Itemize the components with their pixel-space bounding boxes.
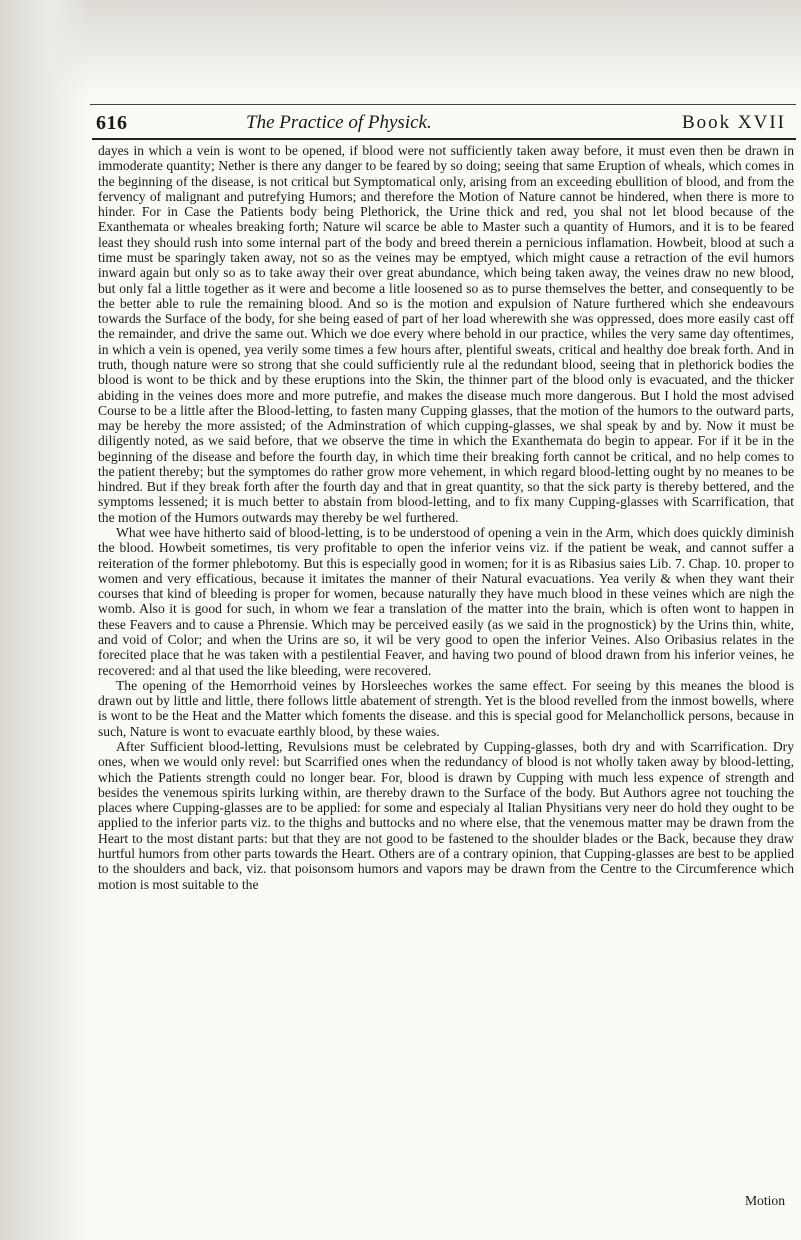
running-header — [96, 112, 796, 138]
binding-shadow — [0, 0, 92, 1240]
page-number: 616 — [96, 112, 128, 134]
page-top-shadow — [0, 0, 801, 96]
paragraph: After Sufficient blood-letting, Revulsions must be celebrated by Cupping-glasses, both dry and with Scarrification. Dry ones, when we would only revel: but Scarrified ones when the redundancy of blood is not wholly taken away by blood-letting, which the Patients strength could no longer bear. For, blood is drawn by Cupping with much less expence of strength and besides the venemous spirits lurking within, are thereby drawn to the Surface of the body. But Authors agree not touching the places where Cupping-glasses are to be applied: for some and especialy al Italian Physitians very neer do hold they ought to be applied to the inferior parts viz. to the thighs and buttocks and no where else, that the venemous matter may be drawn from the Heart to the most distant parts: but that they are not good to be fastened to the shoulder blades or the Back, because they draw hurtful humors from other parts towards the Heart. Others are of a contrary opinion, that Cupping-glasses are best to be applied to the shoulders and back, viz. that poisonsom humors and vapors may be drawn from the Centre to the Circumference which motion is most suitable to the — [98, 738, 794, 892]
running-title: The Practice of Physick. — [246, 112, 432, 133]
paragraph: The opening of the Hemorrhoid veines by Horsleeches workes the same effect. For seeing by this meanes the blood is drawn out by little and little, there follows little abatement of strength. Yet is the blood revelled from the inmost bowells, where is wont to be the Heat and the Matter which foments the disease. and this is special good for Melanchollick persons, because in such, Nature is wont to evacuate earthly blood, by these waies. — [98, 677, 794, 739]
paragraph: dayes in which a vein is wont to be opened, if blood were not sufficiently taken away before, it must even then be drawn in immoderate quantity; Nether is there any danger to be feared by so doing; seeing that same Eruption of wheals, which comes in the beginning of the disease, is not critical but Symptomatical only, arising from an exceeding ebullition of blood, and from the fervency of malignant and putrefying Humors; and therefore the Motion of Nature cannot be hindered, when there is more to hinder. For in Case the Patients body being Plethorick, the Urine thick and red, you shal not let blood because of the Exanthemata or wheales breaking forth; Nature wil scarce be able to Master such a quantity of Humors, and it is to be feared least they should rush into some internal part of the body and breed therein a pernicious inflamation. Howbeit, blood at such a time must be sparingly taken away, not so as the veines may be emptyed, which might cause a retraction of the evil humors inward again but only so as to take away their over great abundance, which being taken away, the veines draw no new blood, but only fal a little together as it were and become a litle loosened so as to purse themselves the better, and consequently to be the better able to rule the remaining blood. And so is the motion and expulsion of Nature furthered which she endeavours towards the Surface of the body, for she being eased of part of her load wherewith she was oppressed, does more easily cast off the remainder, and drive the same out. Which we doe every where behold in our practice, whiles the very same day oftentimes, in which a vein is opened, yea verily some times a few hours after, plentiful sweats, critical and healthy doe break forth. And in truth, though nature were so strong that she could sufficiently rule al the redundant blood, seeing that in plethorick bodies the blood is wont to be thick and by these eruptions into the Skin, the thinner part of the blood only is evacuated, and the thicker abiding in the veines does more and more putrefie, and makes the disease much more dangerous. But I hold the most advised Course to be a little after the Blood-letting, to fasten many Cupping glasses, that the motion of the humors to the outward parts, may be hereby the more assisted; of the Adminstration of which cupping-glasses, we shal speak by and by. Now it must be diligently noted, as we said before, that we observe the time in which the Exanthemata do begin to appear. For if it be in the beginning of the disease and before the fourth day, in which time their breaking forth cannot be critical, and no help comes to the patient thereby; but the symptomes do rather grow more vehement, in which regard blood-letting ought by no meanes to be hindred. But if they break forth after the fourth day and that in great quantity, so that the sick party is thereby bettered, and the symptoms lessened; it is much better to abstain from blood-letting, and to fix many Cupping-glasses with Scarrification, that the motion of the Humors outwards may thereby be wel furthered. — [98, 143, 794, 525]
header-rule — [92, 138, 796, 140]
catchword: Motion — [744, 1193, 785, 1208]
body-text — [98, 143, 794, 892]
book-label: Book XVII — [681, 112, 786, 133]
paragraph: What wee have hitherto said of blood-letting, is to be understood of opening a vein in the Arm, which does quickly diminish the blood. Howbeit sometimes, tis very profitable to open the inferior veins viz. if the patient be weak, and cannot suffer a reiteration of the former phlebotomy. But this is especially good in women; for it is as Ribasius saies Lib. 7. Chap. 10. proper to women and very efficatious, because it imitates the manner of their Natural evacuations. Yea verily & when they want their courses that kind of bleeding is proper for women, because naturally they have much blood in these veines which are nigh the womb. Also it is good for such, in whom we fear a translation of the matter into the brain, which is often wont to happen in these Feavers and to cause a Phrensie. Which may be perceived easily (as we said in the prognostick) by the Urins thin, white, and void of Color; and when the Urins are so, it wil be very good to open the inferior Veines. Also Oribasius relates in the forecited place that he was taken with a pestilential Feaver, and having two pound of blood drawn from his inferior veines, he recovered: and al that used the like bleeding, were recovered. — [98, 525, 794, 678]
top-rule — [90, 104, 796, 105]
